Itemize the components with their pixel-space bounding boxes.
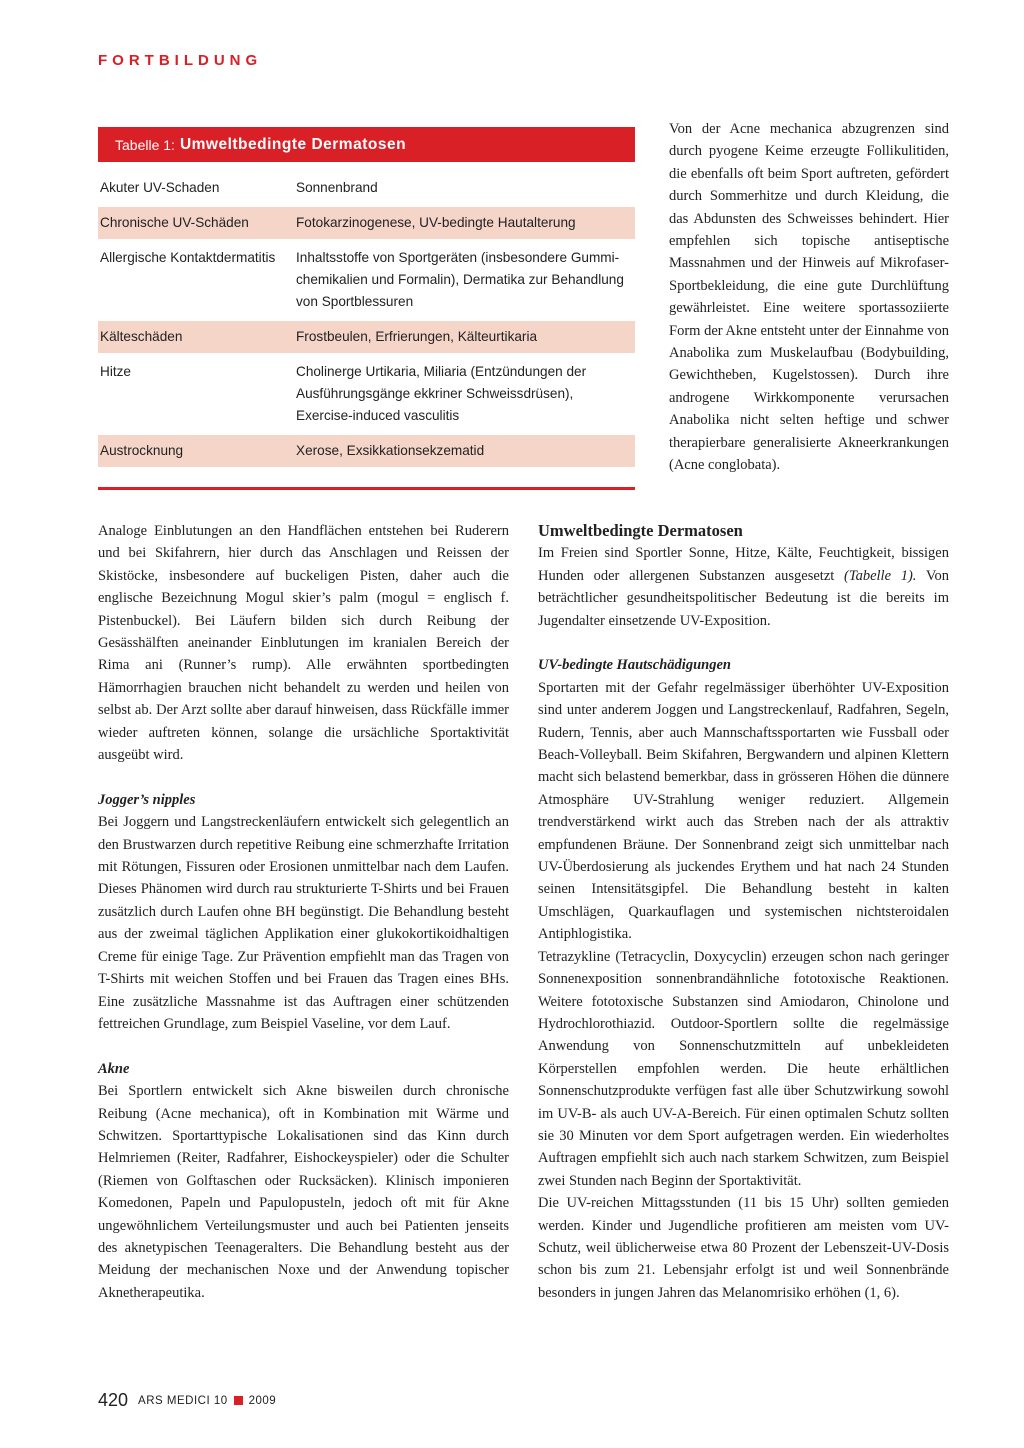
section-heading: Umweltbedingte Dermatosen [538,521,743,540]
table-cell-category: Chronische UV-Schäden [100,215,249,230]
subheading-akne: Akne [98,1060,130,1077]
subheading-uv: UV-bedingte Hautschädigungen [538,657,731,674]
table-row [98,435,635,467]
paragraph: Analoge Einblutungen an den Handflächen entstehen bei Ruderern und bei Skifahrern, hier durch das Anschlagen und Reissen der Skistöcke, insbesondere auf buckeligen Pisten, daher auch die englische Bezeichnung Mogul skier’s palm (mogul = englisch f. Pistenbuckel). Bei Läufern bilden sich durch Reibung der Gesässhälften aneinander Einblutungen im kranialen Bereich der Rima ani (Runner’s rump). Alle erwähnten sportbedingten Hämorrhagien brauchen nicht behandelt zu werden und heilen von selbst ab. Der Arzt sollte aber darauf hinweisen, dass Rückfälle immer wieder auftreten können, solange die ursächliche Sportaktivität ausgeübt wird. [98,523,509,764]
paragraph-text: Von beträchtlicher gesundheitspolitischer Bedeutung ist die bereits im Jugendalter einsetzende UV-Exposition. [538,567,950,629]
table-cell-category: Akuter UV-Schaden [100,180,220,195]
table-cell-category: Kälteschäden [100,329,183,344]
square-icon [234,1396,243,1405]
table-1 [98,127,635,467]
page-number: 420 [98,1390,129,1410]
table-cell-detail: Inhaltsstoffe von Sportgeräten (insbesondere Gummichemikalien und Formalin), Dermatika zur Behandlung von Sportblessuren [296,250,624,309]
table-bottom-rule [98,487,635,490]
table-title: Umweltbedingte Dermatosen [179,135,407,153]
subheading-joggers-nipples: Jogger’s nipples [98,791,196,808]
table-header [98,127,635,162]
paragraph: Bei Sportlern entwickelt sich Akne bisweilen durch chronische Reibung (Acne mechanica), oft in Kombination mit Wärme und Schwitzen. Sportarttypische Lokalisationen sind das Kinn durch Helmriemen (Reiter, Radfahrer, Eishockeyspieler) oder die Schulter (Riemen von Golftaschen oder Rucksäcken). Klinisch imponieren Komedonen, Papeln und Papulopusteln, jedoch oft mit für Akne ungewöhnlichem Verteilungsmuster und auch bei Patienten jenseits des aknetypischen Teenageralters. Die Behandlung besteht aus der Meidung der mechanischen Noxe und der Anwendung topischer Aknetherapeutika. [98,1083,509,1301]
table-row [98,242,635,318]
left-column [98,520,509,1304]
table-reference: (Tabelle 1). [844,567,917,584]
right-column [538,520,949,1304]
paragraph: Sportarten mit der Gefahr regelmässiger überhöhter UV-Exposition sind unter anderem Joggen und Langstreckenlauf, Radfahren, Segeln, Rudern, Tennis, aber auch Mannschaftssportarten wie Fussball oder Beach-Volleyball. Beim Skifahren, Bergwandern und alpinen Klettern macht sich belastend bemerkbar, dass in grösseren Höhen die dünnere Atmosphäre UV-Strahlung weniger reduziert. Allgemein trendverstärkend wirkt auch das Streben nach der als attraktiv empfundenen Bräune. Der Sonnenbrand zeigt sich unmittelbar nach UV-Überdosierung als juckendes Erythem und hat nach 24 Stunden seinen Intensitätsgipfel. Die Behandlung besteht in kalten Umschlägen, Quarkauflagen und systemischen nichtsteroidalen Antiphlogistika. [538,679,949,943]
table-cell-detail: Xerose, Exsikkationsekzematid [296,443,485,458]
table-cell-category: Allergische Kontaktdermatitis [100,250,276,265]
table-prefix: Tabelle 1: [115,136,175,153]
table-row [98,207,635,239]
paragraph: Bei Joggern und Langstreckenläufern entwickelt sich gelegentlich an den Brustwarzen durch repetitive Reibung eine schmerzhafte Irritation mit Rötungen, Fissuren oder Erosionen unmittelbar nach dem Laufen. Dieses Phänomen wird durch rau strukturierte T-Shirts und bei Frauen zusätzlich durch Laufen ohne BH begünstigt. Die Behandlung besteht aus der zweimal täglichen Applikation einer glukokortikoidhaltigen Creme für einige Tage. Zur Prävention empfiehlt man das Tragen von T-Shirts mit weichen Stoffen und bei Frauen das Tragen eines BHs. Eine zusätzliche Massnahme ist das Auftragen einer schützenden fettreichen Grundlage, zum Beispiel Vaseline, vor dem Lauf. [98,814,509,1032]
table-cell-category: Austrocknung [100,443,184,458]
table-row [98,321,635,353]
right-top-column [669,118,949,477]
paragraph: Tetrazykline (Tetracyclin, Doxycyclin) erzeugen schon nach geringer Sonnenexposition sonnenbrandähnliche fototoxische Reaktionen. Weitere fototoxische Substanzen sind Amiodaron, Chinolone und Hydrochlorothiazid. Outdoor-Sportlern sollte die regelmässige Anwendung von Sonnenschutzmitteln auf unbekleideten Körperstellen empfohlen werden. Die heute erhältlichen Sonnenschutzprodukte verfügen fast alle über Schutzwirkung sowohl im UV-B- als auch UV-A-Bereich. Für einen optimalen Schutz sollten sie 30 Minuten vor dem Sport aufgetragen werden. Ein wiederholtes Auftragen empfiehlt sich auch nach starkem Schwitzen, zum Beispiel zwei Stunden nach Beginn der Sportaktivität. [538,948,949,1189]
table-row [98,356,635,432]
paragraph [538,542,949,632]
table-cell-detail: Frostbeulen, Erfrierungen, Kälteurtikaria [296,329,538,344]
table-cell-category: Hitze [100,364,131,379]
table-cell-detail: Fotokarzinogenese, UV-bedingte Hautalterung [296,215,576,230]
table-cell-detail: Sonnenbrand [296,180,378,195]
paragraph-text: Im Freien sind Sportler Sonne, Hitze, Kälte, Feuchtigkeit, bissigen Hunden oder allergenen Substanzen ausgesetzt [538,545,949,584]
journal-year: 2009 [248,1394,277,1407]
journal-name: ARS MEDICI 10 [138,1394,228,1407]
page-footer [98,1390,276,1411]
paragraph: Von der Acne mechanica abzugrenzen sind durch pyogene Keime erzeugte Follikulitiden, die ebenfalls oft beim Sport auftreten, gefördert durch Sommerhitze und durch Kleidung, die das Abdunsten des Schweisses behindert. Hier empfehlen sich topische antiseptische Massnahmen und der Hinweis auf Mikrofaser-Sportbekleidung, die eine gute Durchlüftung gewährleistet. Eine weitere sportassoziierte Form der Akne entsteht unter der Einnahme von Anabolika zum Muskelaufbau (Bodybuilding, Gewichtheben, Kugelstossen). Durch ihre androgene Wirkkomponente verursachen Anabolika nicht selten heftige und schwer therapierbare generalisierte Akneerkrankungen (Acne conglobata). [669,121,949,474]
table-cell-detail: Cholinerge Urtikaria, Miliaria (Entzündungen der Ausführungsgänge ekkriner Schweissdrüsen), Exercise-induced vasculitis [296,364,587,423]
table-body [98,172,635,467]
section-label: FORTBILDUNG [98,52,263,69]
paragraph: Die UV-reichen Mittagsstunden (11 bis 15 Uhr) sollten gemieden werden. Kinder und Jugendliche profitieren am meisten vom UV-Schutz, weil üblicherweise etwa 80 Prozent der Lebenszeit-UV-Dosis schon bis zum 21. Lebensjahr erfolgt ist und weil Sonnenbrände besonders in jungen Jahren das Melanomrisiko erhöhen (1, 6). [538,1195,949,1301]
table-row [98,172,635,204]
